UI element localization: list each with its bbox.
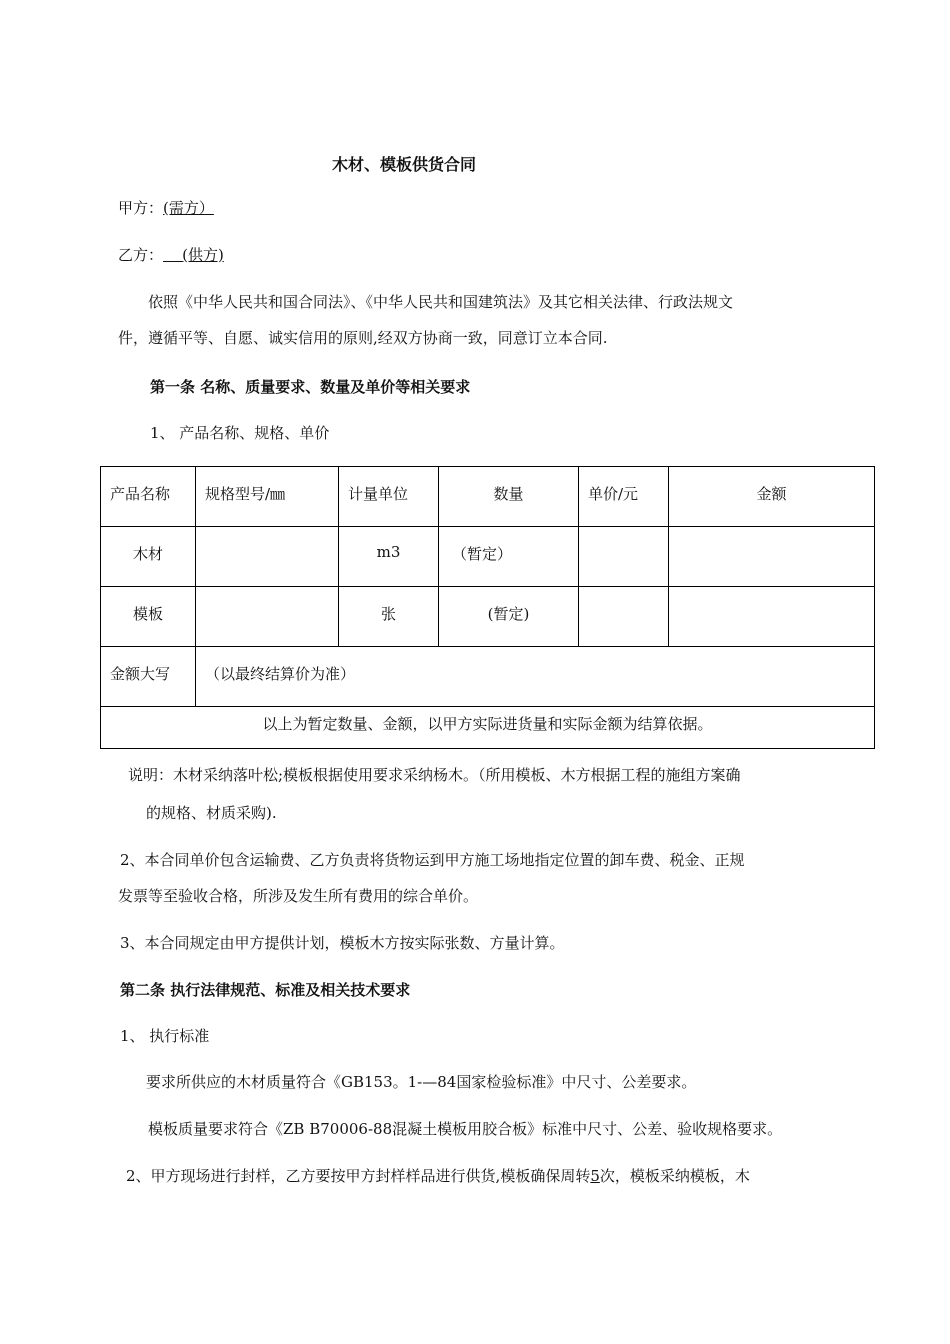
- table-row: [101, 587, 875, 647]
- unit-cell: m3: [339, 527, 439, 587]
- amount-cell: [669, 527, 875, 587]
- party-b-line: [118, 244, 224, 266]
- note-line-2: 的规格、材质采购).: [146, 804, 277, 822]
- unit-cell: 张: [339, 587, 439, 647]
- party-b-blank: [163, 246, 182, 264]
- intro-line-1: 依照《中华人民共和国合同法》、《中华人民共和国建筑法》及其它相关法律、行政法规文: [148, 293, 734, 311]
- capital-label-cell: 金额大写: [101, 647, 196, 707]
- product-table: [100, 466, 875, 749]
- party-b-value: (供方): [182, 246, 224, 264]
- standard-wood: 要求所供应的木材质量符合《GB153。1-—84国家检验标准》中尺寸、公差要求。: [146, 1073, 697, 1091]
- quantity-cell: （暂定）: [439, 527, 579, 587]
- footer-note-cell: 以上为暂定数量、金额，以甲方实际进货量和实际金额为结算依据。: [101, 707, 875, 749]
- article-1-heading: 第一条 名称、质量要求、数量及单价等相关要求: [150, 378, 471, 396]
- table-row: [101, 527, 875, 587]
- party-a-value: (需方）: [163, 199, 214, 217]
- clause-2-line-1: 2、本合同单价包含运输费、乙方负责将货物运到甲方施工场地指定位置的卸车费、税金、正规: [120, 851, 745, 869]
- article-2-item-2: [126, 1165, 750, 1187]
- party-a-label: 甲方：: [118, 199, 164, 217]
- party-a-line: [118, 197, 214, 219]
- amount-cell: [669, 587, 875, 647]
- table-footer-row: [101, 707, 875, 749]
- standard-formwork: 模板质量要求符合《ZB B70006-88混凝土模板用胶合板》标准中尺寸、公差、验收规格要求。: [148, 1120, 783, 1138]
- capital-value-cell: （以最终结算价为准）: [196, 647, 875, 707]
- price-cell: [579, 527, 669, 587]
- note-line-1: 说明：木材采纳落叶松;模板根据使用要求采纳杨木。（所用模板、木方根据工程的施组方案确: [128, 766, 741, 784]
- product-name-cell: 木材: [101, 527, 196, 587]
- spec-cell: [196, 527, 339, 587]
- turnover-count: 5: [590, 1167, 600, 1185]
- header-cell: 产品名称: [101, 467, 196, 527]
- document-title: 木材、模板供货合同: [332, 155, 477, 174]
- table-capital-row: [101, 647, 875, 707]
- clause-2-line-2: 发票等至验收合格，所涉及发生所有费用的综合单价。: [118, 887, 479, 905]
- clause-3: 3、本合同规定由甲方提供计划，模板木方按实际张数、方量计算。: [120, 934, 565, 952]
- product-name-cell: 模板: [101, 587, 196, 647]
- header-cell: 金额: [669, 467, 875, 527]
- header-cell: 计量单位: [339, 467, 439, 527]
- header-cell: 数量: [439, 467, 579, 527]
- item-2-text-post: 次，模板采纳模板，木: [599, 1167, 750, 1185]
- article-1-item-1: 1、 产品名称、规格、单价: [150, 424, 330, 442]
- party-b-label: 乙方：: [118, 246, 164, 264]
- header-cell: 规格型号/㎜: [196, 467, 339, 527]
- item-2-text-pre: 2、甲方现场进行封样，乙方要按甲方封样样品进行供货,模板确保周转: [126, 1167, 591, 1185]
- quantity-cell: (暂定): [439, 587, 579, 647]
- intro-line-2: 件，遵循平等、自愿、诚实信用的原则,经双方协商一致，同意订立本合同.: [118, 329, 608, 347]
- table-header-row: [101, 467, 875, 527]
- header-cell: 单价/元: [579, 467, 669, 527]
- article-2-item-1: 1、 执行标准: [120, 1027, 210, 1045]
- spec-cell: [196, 587, 339, 647]
- article-2-heading: 第二条 执行法律规范、标准及相关技术要求: [120, 981, 411, 999]
- price-cell: [579, 587, 669, 647]
